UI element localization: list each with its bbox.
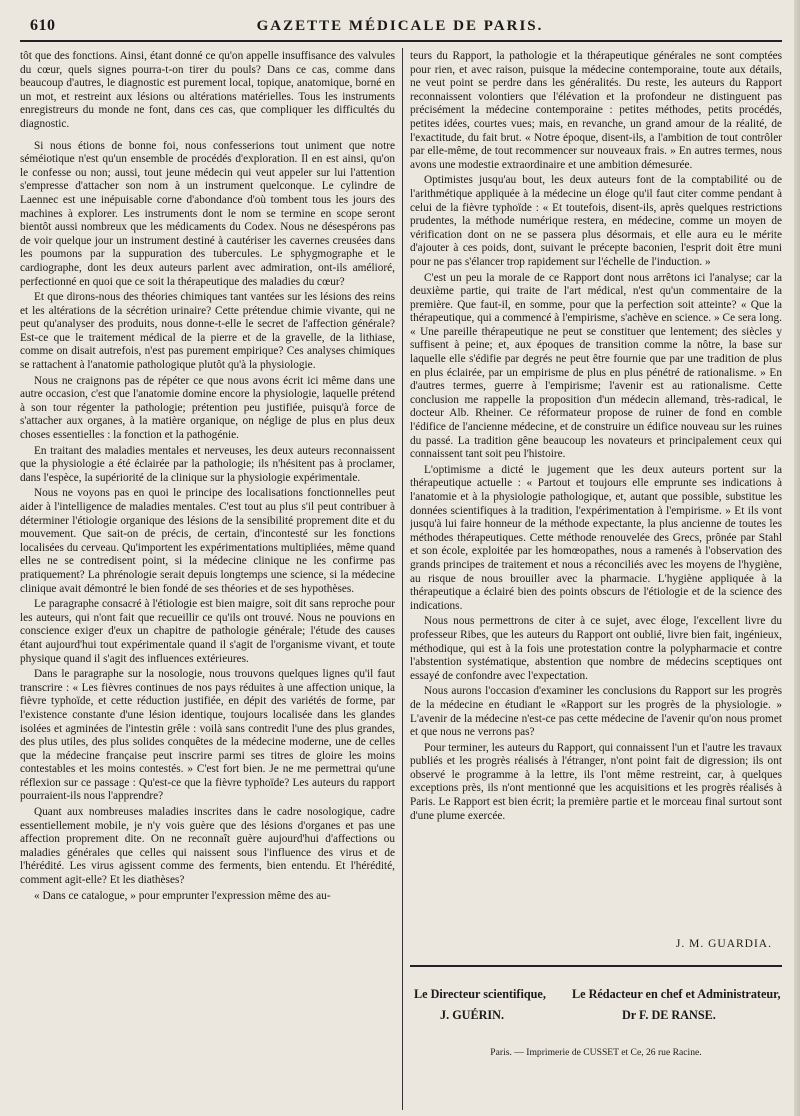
- left-column: [20, 50, 395, 1110]
- column-divider: [402, 48, 403, 1110]
- author-signature: J. M. GUARDIA.: [675, 938, 772, 950]
- page-number: 610: [30, 17, 56, 34]
- paragraph: Le paragraphe consacré à l'étiologie est bien maigre, soit dit sans reproche pour les auteurs, qui n'ont fait que recueillir ce qu'ils ont trouvé. Nous ne pouvions en conscience exiger d'eux un chapitre de pathologie générale; l'étude des causes étant aujourd'hui tout expérimentale quand il s'agit de l'organisme vivant, et toute physique quand il s'agit des influences extérieures.: [20, 598, 395, 665]
- editor-role: Le Rédacteur en chef et Administrateur,: [572, 987, 781, 1001]
- header-rule: [20, 40, 782, 42]
- paragraph: En traitant des maladies mentales et nerveuses, les deux auteurs reconnaissent que la physiologie a été éclairée par la pathologie; ils n'hésitent pas à proclamer, dans l'espèce, la supériorité de la clinique sur la physiologie expérimentale.: [20, 444, 395, 484]
- page-edge: [794, 0, 800, 1116]
- paragraph: Quant aux nombreuses maladies inscrites dans le cadre nosologique, cadre essentiellement mobile, je n'y vois guère que des lésions d'organes et pas une affection proprement dite. On ne reconnaît guère aujourd'hui d'affections ou maladies générales que celles qui naissent sous l'influence des virus et de l'hérédité. Les virus agissent comme des ferments, bien entendu. Et l'hérédité, comment agit-elle? Et les diathèses?: [20, 806, 395, 887]
- director-role: Le Directeur scientifique,: [414, 987, 546, 1001]
- paragraph: Nous ne craignons pas de répéter ce que nous avons écrit ici même dans une autre occasion, c'est que l'anatomie domine encore la physiologie, laquelle prétend à son tour régenter la pathologie; prétention peu justifiée, puisqu'à force de s'attacher aux organes, à la matière organique, on néglige de plus en plus deux choses essentielles : la fonction et la pathogénie.: [20, 374, 395, 442]
- editor-name: Dr F. DE RANSE.: [622, 1008, 716, 1022]
- director-name: J. GUÉRIN.: [440, 1008, 504, 1022]
- signature-rule: [410, 965, 782, 967]
- printer-line: Paris. — Imprimerie de CUSSET et Ce, 26 rue Racine.: [490, 1047, 702, 1058]
- paragraph: L'optimisme a dicté le jugement que les deux auteurs portent sur la thérapeutique actuelle : « Partout et toujours elle emprunte ses indications à l'anatomie et à la physiologie pathologique, et, autant que possible, substitue les données scientifiques à la tradition, l'expérimentation à l'empirisme. » Et ils vont jusqu'à lui faire honneur de la méthode expectante, la plus ancienne de toutes les méthodes thérapeutiques. Cette méthode renouvelée des Grecs, prônée par Stahl et son école, exploitée par les homœopathes, nous a ramenés à l'observation des grands principes de traitement et nous a réconciliés avec les moyens de l'hygiène, au risque de nous brouiller avec la pharmacie. L'hygiène appliquée à la thérapeutique a éclairé bien des points obscurs de l'étiologie et de la science des indications.: [410, 463, 782, 612]
- paragraph: Dans le paragraphe sur la nosologie, nous trouvons quelques lignes qu'il faut transcrire : « Les fièvres continues de nos pays réduites à une affection unique, la fièvre typhoïde, et cette réduction justifiée, en dépit des variétés de forme, par l'existence constante d'une lésion identique, toujours localisée dans les glandes isolées et agminées de l'intestin grêle : voilà sans contredit l'une des plus grandes, des plus utiles, des plus solides conquêtes de la médecine moderne, une de celles que la médecine française peut inscrire parmi ses titres de gloire les moins contestables et les moins contestés. » C'est fort bien. Je ne me permettrai qu'une réflexion sur ce passage : Qu'est-ce que la fièvre typhoïde? Les auteurs du rapport pourraient-ils nous l'apprendre?: [20, 668, 395, 803]
- paragraph: Nous aurons l'occasion d'examiner les conclusions du Rapport sur les progrès de la médecine en étudiant le «Rapport sur les progrès de la physiologie. » L'avenir de la médecine n'est-ce pas cette médecine de l'avenir qu'on nous promet et que nous ne verrons pas?: [410, 685, 782, 739]
- paragraph: « Dans ce catalogue, » pour emprunter l'expression même des au-: [34, 889, 331, 902]
- paragraph: Nous nous permettrons de citer à ce sujet, avec éloge, l'excellent livre du professeur Ribes, que les auteurs du Rapport ont oublié, livre bien fait, ingénieux, méthodique, qui est à la fois une protestation contre la polypharmacie et contre l'abstention systématique, abstention que nombre de médecins sceptiques ont essayé de confondre avec l'expectation.: [410, 615, 782, 682]
- paragraph: Pour terminer, les auteurs du Rapport, qui connaissent l'un et l'autre les travaux publiés et les progrès réalisés à l'étranger, n'ont point fait de digression; ils ont observé le programme à la lettre, ils l'ont même restreint, car, à quelques exceptions près, ils n'ont mentionné que les acquisitions et les progrès réalisés à Paris. Le Rapport est bien écrit; la première partie et le morceau final surtout sont d'une plume exercée.: [410, 741, 782, 822]
- running-head: GAZETTE MÉDICALE DE PARIS.: [256, 18, 544, 34]
- paragraph: teurs du Rapport, la pathologie et la thérapeutique générales ne sont comptées pour rien, et avec raison, puisque la médecine contemporaine, toute aux détails, ne veut point se perdre dans les généralités. Du reste, les auteurs du Rapport reconnaissent volontiers que l'élévation et la profondeur ne distinguent pas précisément la médecine contemporaine : petites méthodes, petits procédés, petites idées, courtes vues; mais, en revanche, un grand amour de la réalité, de l'exactitude, du fait brut. « Notre époque, disent-ils, a l'ambition de tout contrôler par elle-même, de tout recommencer sur nouveaux frais. » En autres termes, nous avons une modestie extraordinaire et une ambition démesurée.: [410, 50, 782, 171]
- paragraph: Nous ne voyons pas en quoi le principe des localisations fonctionnelles peut aider à l'intelligence de maladies mentales. C'est tout au plus s'il peut contribuer à déterminer l'étiologie organique des lésions de la sensibilité proprement dite et du mouvement. Que sait-on de précis, de certain, d'incontesté sur les fonctions localisées du cerveau. Qu'importent les expérimentations multipliées, même quand elles ne se contredisent point, si la médecine clinique ne les confirme pas pratiquement? La phrénologie serait depuis longtemps une science, si la médecine clinique avait démontré le bien fondé de ses théories et de ses hypothèses.: [20, 487, 395, 595]
- paragraph: Et que dirons-nous des théories chimiques tant vantées sur les lésions des reins et les altérations de la sécrétion urinaire? Cette prétendue chimie vivante, qui ne peut qu'analyser des produits, nous donne-t-elle le secret de l'affection générale? Est-ce que le traitement médical de la pierre et de la gravelle, de la lithiase, comme on disait autrefois, n'est pas purement empirique? Ces analyses chimiques se rattachent à l'anatomie pathologique plutôt qu'à la physiologie.: [20, 291, 395, 372]
- paragraph: C'est un peu la morale de ce Rapport dont nous arrêtons ici l'analyse; car la deuxième partie, qui traite de l'art médical, n'est qu'un commentaire de la première. Que faut-il, en somme, pour que la perfection soit atteinte? « Que la thérapeutique, qui a commencé à l'empirisme, s'achève en science. » Ce sera long. « Une pareille thérapeutique ne peut se constituer que lentement; des siècles y suffisent à peine; et, aux époques de transition comme la nôtre, la base sur laquelle elle s'édifie par degrés ne peut être fournie que par une tradition de plus en plus éclairée, par un empirisme de plus en plus pénétré de rationalisme. » En d'autres termes, guerre à l'empirisme; l'avenir est au rationalisme. Cette conclusion me rappelle la proposition d'un médecin allemand, très-radical, le docteur Alb. Rheiner. Ce réformateur propose de ruiner de fond en comble l'édifice de l'ancienne médecine, et de construire un édifice nouveau sur les ruines du passé. La tradition gêne beaucoup les novateurs et principalement ceux qui connaissent tant soit peu l'histoire.: [410, 271, 782, 461]
- right-column: [410, 50, 782, 960]
- paragraph: Optimistes jusqu'au bout, les deux auteurs font de la comptabilité ou de l'arithmétique appliquée à la médecine un éloge qu'il faut citer comme pendant à celui de la fièvre typhoïde : « Et toutefois, disent-ils, après quelques restrictions prudentes, la méthode numérique restera, en médecine, comme un moyen de vérification dont on ne se passera plus désormais, et elle aura eu le mérite d'ajouter à ces poids, dont, suivant le précepte baconien, l'esprit doit être muni pour ne pas s'élancer trop rapidement sur l'échelle de l'induction. »: [410, 174, 782, 268]
- page-header: [0, 0, 800, 40]
- paragraph: Si nous étions de bonne foi, nous confesserions tout uniment que notre séméiotique n'est qu'un ensemble de procédés d'exploration. Il en est ainsi, qu'on le confesse ou non; aussi, tout jeune médecin qui veut appeler sur lui l'attention s'empresse d'attacher son nom à un instrument quelconque. Le cylindre de Laennec est une inépuisable corne d'abondance d'où tombent tous les jours des machines à explorer. Les instruments dont le nom se termine en scope seront bientôt aussi nombreux que les médicaments du Codex. Nous ne désespérons pas de voir quelque jour un instrument destiné à cautériser les cavernes creusées dans les poumons par la suppuration des tubercules. Le sphygmographe et le cardiographe, dont les deux auteurs parlent avec admiration, ont-ils amélioré, perfectionné en quoi que ce soit la thérapeutique des maladies du cœur?: [20, 139, 395, 288]
- paragraph: tôt que des fonctions. Ainsi, étant donné ce qu'on appelle insuffisance des valvules du cœur, quels signes pourra-t-on tirer du pouls? Dans ce cas, comme dans beaucoup d'autres, le diagnostic est purement local, topique, anatomique, borné en un mot, et restreint aux lésions ou altérations matérielles. Tous les instruments enregistreurs du monde ne font, dans ces cas, que compliquer les difficultés du diagnostic.: [20, 50, 395, 130]
